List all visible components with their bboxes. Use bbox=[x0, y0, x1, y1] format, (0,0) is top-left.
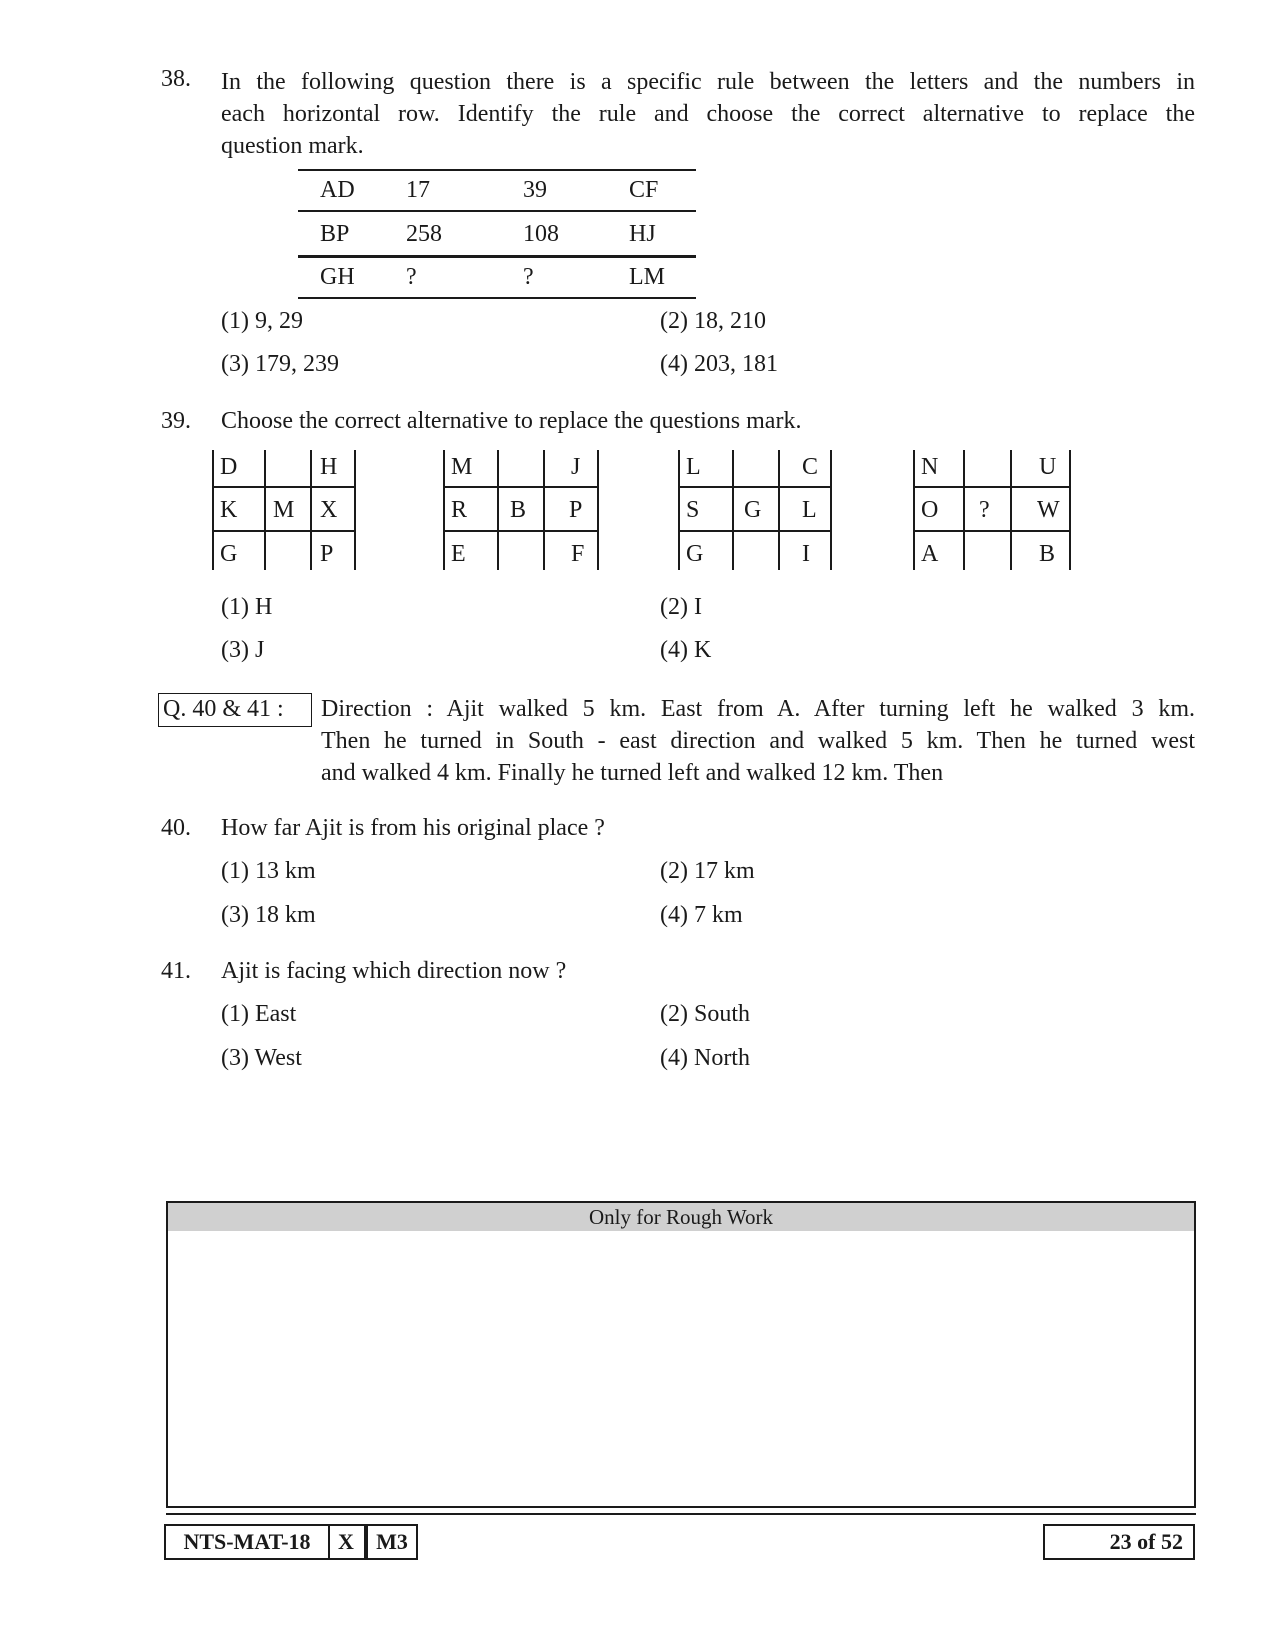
option-4: (4) K bbox=[660, 637, 712, 663]
footer-rule bbox=[166, 1513, 1196, 1515]
grid-letter: K bbox=[220, 497, 238, 523]
grid-line bbox=[212, 530, 356, 532]
set-code: M3 bbox=[366, 1524, 418, 1560]
grid-letter: ? bbox=[979, 497, 990, 523]
grid-letter: G bbox=[744, 497, 762, 523]
table-cell: HJ bbox=[629, 221, 656, 247]
grid-line bbox=[310, 450, 312, 570]
table-cell: 108 bbox=[523, 221, 559, 247]
direction-label-box bbox=[158, 693, 312, 727]
table-row bbox=[298, 256, 696, 298]
question-38-table bbox=[298, 169, 696, 298]
grid-letter: G bbox=[220, 541, 238, 567]
option-1: (1) East bbox=[221, 1001, 297, 1027]
grid-letter: D bbox=[220, 454, 238, 480]
grid-letter: L bbox=[802, 497, 817, 523]
class-code: X bbox=[328, 1524, 366, 1560]
question-41-text: Ajit is facing which direction now ? bbox=[221, 958, 567, 984]
table-cell: ? bbox=[523, 264, 534, 290]
table-cell: 39 bbox=[523, 177, 547, 203]
table-cell: AD bbox=[320, 177, 355, 203]
table-row bbox=[298, 211, 696, 256]
grid-line bbox=[443, 530, 599, 532]
question-41-number: 41. bbox=[161, 958, 191, 984]
grid-line bbox=[913, 450, 915, 570]
option-2: (2) 18, 210 bbox=[660, 308, 766, 334]
option-3: (3) J bbox=[221, 637, 265, 663]
grid-line bbox=[543, 450, 545, 570]
grid-letter: B bbox=[510, 497, 527, 523]
table-cell: LM bbox=[629, 264, 665, 290]
option-2: (2) South bbox=[660, 1001, 750, 1027]
table-cell: GH bbox=[320, 264, 355, 290]
grid-letter: C bbox=[802, 454, 819, 480]
table-cell: CF bbox=[629, 177, 659, 203]
option-2: (2) 17 km bbox=[660, 858, 755, 884]
option-3: (3) 18 km bbox=[221, 902, 316, 928]
letter-grid-3 bbox=[678, 450, 828, 580]
direction-text bbox=[321, 693, 1195, 789]
table-cell: ? bbox=[406, 264, 417, 290]
grid-letter: M bbox=[273, 497, 295, 523]
question-39-number: 39. bbox=[161, 408, 191, 434]
option-1: (1) 13 km bbox=[221, 858, 316, 884]
question-38-text bbox=[221, 66, 1195, 162]
grid-line bbox=[1010, 450, 1012, 570]
grid-line bbox=[678, 530, 832, 532]
direction-label: Q. 40 & 41 : bbox=[163, 696, 284, 722]
grid-line bbox=[732, 450, 734, 570]
grid-line bbox=[778, 450, 780, 570]
page-number bbox=[1043, 1524, 1195, 1560]
grid-letter: I bbox=[802, 541, 810, 567]
question-40-number: 40. bbox=[161, 815, 191, 841]
grid-letter: P bbox=[320, 541, 334, 567]
question-38-line: question mark. bbox=[221, 133, 364, 159]
option-4: (4) 7 km bbox=[660, 902, 743, 928]
grid-line bbox=[264, 450, 266, 570]
rough-work-title: Only for Rough Work bbox=[168, 1203, 1194, 1231]
page-number-text: 23 of 52 bbox=[1109, 1529, 1183, 1554]
question-38-line: In the following question there is a specific rule between the letters and the numbers in bbox=[221, 69, 1195, 95]
option-1: (1) H bbox=[221, 594, 273, 620]
direction-line: Then he turned in South - east direction and walked 5 km. Then he turned west bbox=[321, 728, 1195, 754]
letter-grid-1 bbox=[212, 450, 362, 580]
grid-letter: H bbox=[320, 454, 338, 480]
grid-letter: P bbox=[569, 497, 583, 523]
table-cell: 258 bbox=[406, 221, 442, 247]
grid-line bbox=[1069, 450, 1071, 570]
grid-letter: N bbox=[921, 454, 939, 480]
question-38-number: 38. bbox=[161, 66, 191, 92]
grid-letter: S bbox=[686, 497, 700, 523]
question-39-text: Choose the correct alternative to replace the questions mark. bbox=[221, 408, 802, 434]
grid-line bbox=[830, 450, 832, 570]
grid-letter: B bbox=[1039, 541, 1056, 567]
question-38-line: each horizontal row. Identify the rule and choose the correct alternative to replace the bbox=[221, 101, 1195, 127]
grid-letter: J bbox=[571, 454, 581, 480]
grid-line bbox=[497, 450, 499, 570]
grid-letter: M bbox=[451, 454, 473, 480]
table-cell: 17 bbox=[406, 177, 430, 203]
letter-grid-2 bbox=[443, 450, 593, 580]
table-cell: BP bbox=[320, 221, 350, 247]
grid-line bbox=[678, 450, 680, 570]
direction-line: and walked 4 km. Finally he turned left and walked 12 km. Then bbox=[321, 760, 944, 786]
grid-letter: U bbox=[1039, 454, 1057, 480]
option-2: (2) I bbox=[660, 594, 702, 620]
option-3: (3) 179, 239 bbox=[221, 351, 339, 377]
grid-letter: L bbox=[686, 454, 701, 480]
grid-letter: W bbox=[1037, 497, 1060, 523]
option-1: (1) 9, 29 bbox=[221, 308, 303, 334]
letter-grid-4 bbox=[913, 450, 1063, 580]
grid-line bbox=[443, 486, 599, 488]
rough-work-box bbox=[166, 1201, 1196, 1508]
paper-code: NTS-MAT-18 bbox=[164, 1524, 330, 1560]
option-4: (4) North bbox=[660, 1045, 750, 1071]
grid-line bbox=[963, 450, 965, 570]
grid-letter: F bbox=[571, 541, 585, 567]
grid-line bbox=[443, 450, 445, 570]
grid-letter: X bbox=[320, 497, 338, 523]
grid-line bbox=[913, 486, 1071, 488]
grid-letter: R bbox=[451, 497, 468, 523]
option-3: (3) West bbox=[221, 1045, 302, 1071]
grid-line bbox=[597, 450, 599, 570]
grid-line bbox=[678, 486, 832, 488]
grid-letter: E bbox=[451, 541, 466, 567]
grid-line bbox=[212, 450, 214, 570]
grid-letter: A bbox=[921, 541, 939, 567]
grid-letter: O bbox=[921, 497, 939, 523]
table-row bbox=[298, 169, 696, 211]
grid-line bbox=[354, 450, 356, 570]
question-40-text: How far Ajit is from his original place ? bbox=[221, 815, 605, 841]
direction-line: Direction : Ajit walked 5 km. East from A. After turning left he walked 3 km. bbox=[321, 696, 1195, 722]
grid-line bbox=[913, 530, 1071, 532]
option-4: (4) 203, 181 bbox=[660, 351, 778, 377]
grid-line bbox=[212, 486, 356, 488]
grid-letter: G bbox=[686, 541, 704, 567]
